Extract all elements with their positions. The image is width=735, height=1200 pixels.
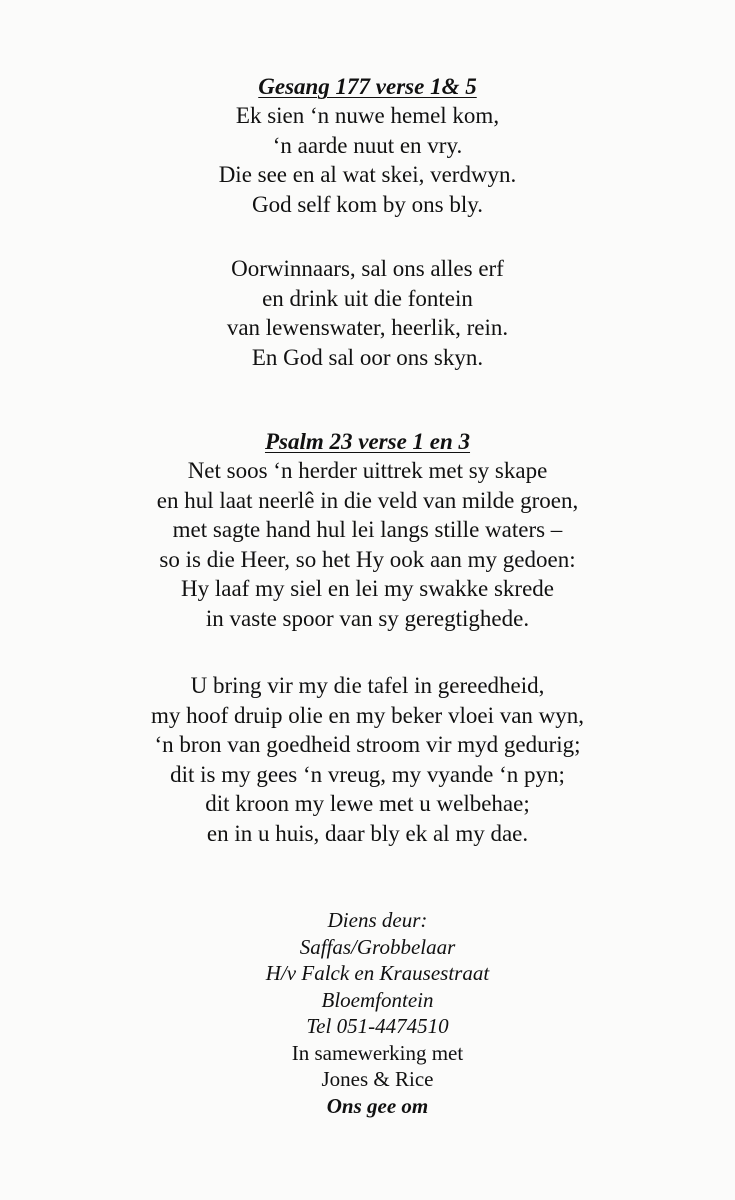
verse-line: en hul laat neerlê in die veld van milde groen, [156,487,579,513]
verse-line: Oorwinnaars, sal ons alles erf [231,256,504,281]
verse-line: En God sal oor ons skyn. [251,344,484,370]
hymn-stanza [0,101,735,219]
verse-line: en in u huis, daar bly ek al my dae. [206,820,529,846]
verse-line: ‘n aarde nuut en vry. [272,132,463,158]
company-name: Saffas/Grobbelaar [299,934,456,959]
verse-line: my hoof druip olie en my beker vloei van wyn, [150,702,585,728]
cooperation-text: In samewerking met [291,1040,464,1065]
funeral-home-info [0,907,735,1119]
verse-line: met sagte hand hul lei langs stille waters – [172,517,563,542]
hymn-title: Psalm 23 verse 1 en 3 [264,429,471,454]
verse-line: Hy laaf my siel en lei my swakke skrede [181,576,554,601]
company-address: H/v Falck en Krausestraat [265,961,490,985]
verse-line: in vaste spoor van sy geregtighede. [205,605,530,631]
verse-line: van lewenswater, heerlik, rein. [226,315,509,340]
hymn-psalm-23 [0,428,735,633]
verse-line: en drink uit die fontein [262,285,473,311]
hymn-stanza [0,456,735,633]
verse-line: Net soos ‘n herder uittrek met sy skape [187,458,548,483]
verse-line: U bring vir my die tafel in gereedheid, [190,673,545,698]
verse-line: Ek sien ‘n nuwe hemel kom, [235,103,500,128]
verse-line: Die see en al wat skei, verdwyn. [218,162,517,187]
verse-line: dit kroon my lewe met u welbehae; [205,791,530,816]
hymn-gesang-177-stanza-2 [0,254,735,372]
company-city: Bloemfontein [321,987,434,1012]
verse-line: ‘n bron van goedheid stroom vir myd gedurig; [154,732,581,757]
company-phone: Tel 051-4474510 [306,1014,449,1038]
partner-name: Jones & Rice [321,1067,434,1091]
hymn-title: Gesang 177 verse 1& 5 [258,74,477,99]
verse-line: so is die Heer, so het Hy ook aan my gedoen: [159,546,576,572]
slogan: Ons gee om [326,1093,429,1118]
verse-line: dit is my gees ‘n vreug, my vyande ‘n pyn; [170,761,565,787]
hymn-stanza [0,671,735,848]
hymn-psalm-23-stanza-3 [0,671,735,848]
hymn-stanza [0,254,735,372]
hymn-gesang-177 [0,73,735,219]
service-by-label: Diens deur: [327,908,428,932]
verse-line: God self kom by ons bly. [251,191,484,217]
